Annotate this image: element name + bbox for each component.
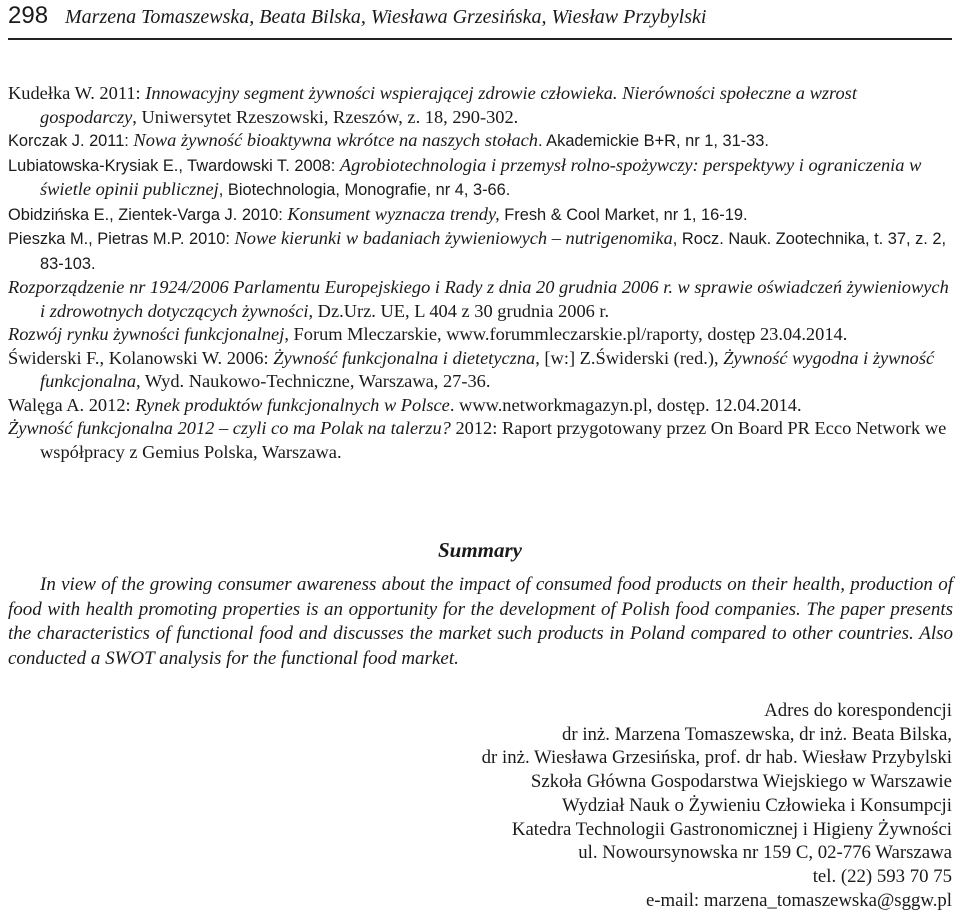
reference-text: Fresh & Cool Market, nr 1, 16-19. xyxy=(499,205,748,224)
reference-entry xyxy=(8,227,954,276)
reference-entry xyxy=(8,203,954,228)
header-rule xyxy=(8,38,952,40)
reference-text: , Rocz. Nauk. Zootechnika, t. 37, z. 2, 83-103. xyxy=(40,230,947,273)
reference-entry xyxy=(8,394,954,418)
reference-text: , Forum Mleczarskie, www.forummleczarskie.pl/raporty, dostęp 23.04.2014. xyxy=(284,324,848,344)
address-line: Katedra Technologii Gastronomicznej i Higieny Żywności xyxy=(511,818,952,840)
page-header xyxy=(8,0,952,34)
reference-title: Rynek produktów funkcjonalnych w Polsce xyxy=(135,394,450,415)
reference-title: Żywność funkcjonalna i dietetyczna xyxy=(273,347,536,368)
summary-text: In view of the growing consumer awareness about the impact of consumed food products on their health, production of food with health promoting properties is an opportunity for the development of Polish food companies. The paper presents the characteristics of functional food and discusses the market such products in Poland compared to other countries. Also conducted a SWOT analysis for the functional food market. xyxy=(8,574,953,669)
address-line: dr inż. Wiesława Grzesińska, prof. dr hab. Wiesław Przybylski xyxy=(481,747,952,769)
reference-title: Innowacyjny segment żywności wspierającej zdrowie człowieka. Nierówności społeczne a wzrost gospodarczy xyxy=(40,83,857,127)
reference-entry xyxy=(8,276,954,323)
reference-text: Wyd. Naukowo-Techniczne, Warszawa, 27-36. xyxy=(140,371,491,391)
reference-entry xyxy=(8,129,954,154)
reference-text: . www.networkmagazyn.pl, dostęp. 12.04.2014. xyxy=(449,394,802,415)
reference-text: Kudełka W. 2011: xyxy=(8,83,146,103)
reference-entry xyxy=(8,82,954,129)
page-number: 298 xyxy=(8,2,49,29)
reference-text: , Uniwersytet Rzeszowski, Rzeszów, z. 18, 290-302. xyxy=(132,106,519,127)
reference-text: , [w:] Z.Świderski (red.), xyxy=(535,347,724,368)
reference-text: 2012: Raport przygotowany przez On Board PR Ecco Network we współpracy z Gemius Polska, Warszawa. xyxy=(40,418,947,462)
reference-title: Rozwój rynku żywności funkcjonalnej xyxy=(8,324,285,344)
reference-text: Lubiatowska-Krysiak E., Twardowski T. 2008: xyxy=(8,156,340,175)
reference-text: , Dz.Urz. UE, L 404 z 30 grudnia 2006 r. xyxy=(308,300,610,321)
reference-entry xyxy=(8,347,954,394)
address-line: tel. (22) 593 70 75 xyxy=(812,865,952,887)
address-line: ul. Nowoursynowska nr 159 C, 02-776 Warszawa xyxy=(578,842,952,864)
address-line: dr inż. Marzena Tomaszewska, dr inż. Beata Bilska, xyxy=(561,723,952,745)
reference-text: Obidzińska E., Zientek-Varga J. 2010: xyxy=(8,205,288,224)
reference-text: Pieszka M., Pietras M.P. 2010: xyxy=(8,230,235,248)
address-line: Szkoła Główna Gospodarstwa Wiejskiego w Warszawie xyxy=(530,771,952,793)
reference-title: Żywność wygodna i żywność funkcjonalna, xyxy=(40,347,935,391)
summary-title: Summary xyxy=(437,538,523,562)
reference-title: Rozporządzenie nr 1924/2006 Parlamentu Europejskiego i Rady z dnia 20 grudnia 2006 r. w sprawie oświadczeń żywieniowych i zdrowotnych dotyczących żywności xyxy=(8,277,949,321)
reference-text: Korczak J. 2011: xyxy=(8,132,134,150)
reference-title: Agrobiotechnologia i przemysł rolno-spożywczy: perspektywy i ograniczenia w świetle opinii publicznej xyxy=(40,154,922,199)
reference-text: . Akademickie B+R, nr 1, 31-33. xyxy=(537,132,769,150)
reference-title: Żywność funkcjonalna 2012 – czyli co ma Polak na talerzu? xyxy=(8,418,451,438)
reference-entry xyxy=(8,154,954,203)
address-heading: Adres do korespondencji xyxy=(764,700,952,721)
reference-text: , Biotechnologia, Monografie, nr 4, 3-66. xyxy=(218,181,511,199)
reference-entry xyxy=(8,417,954,464)
reference-text: Walęga A. 2012: xyxy=(8,394,136,415)
reference-text: Świderski F., Kolanowski W. 2006: xyxy=(8,347,274,368)
reference-entry xyxy=(8,323,954,347)
address-email: e-mail: marzena_tomaszewska@sggw.pl xyxy=(645,889,952,911)
running-head: Marzena Tomaszewska, Beata Bilska, Wiesława Grzesińska, Wiesław Przybylski xyxy=(65,6,707,28)
reference-title: Nowe kierunki w badaniach żywieniowych – nutrigenomika xyxy=(234,228,673,248)
reference-title: Konsument wyznacza trendy, xyxy=(287,203,500,224)
address-line: Wydział Nauk o Żywieniu Człowieka i Konsumpcji xyxy=(561,794,952,816)
reference-list xyxy=(8,82,954,464)
reference-title: Nowa żywność bioaktywna wkrótce na naszych stołach xyxy=(133,130,538,150)
correspondence-address xyxy=(352,699,952,912)
